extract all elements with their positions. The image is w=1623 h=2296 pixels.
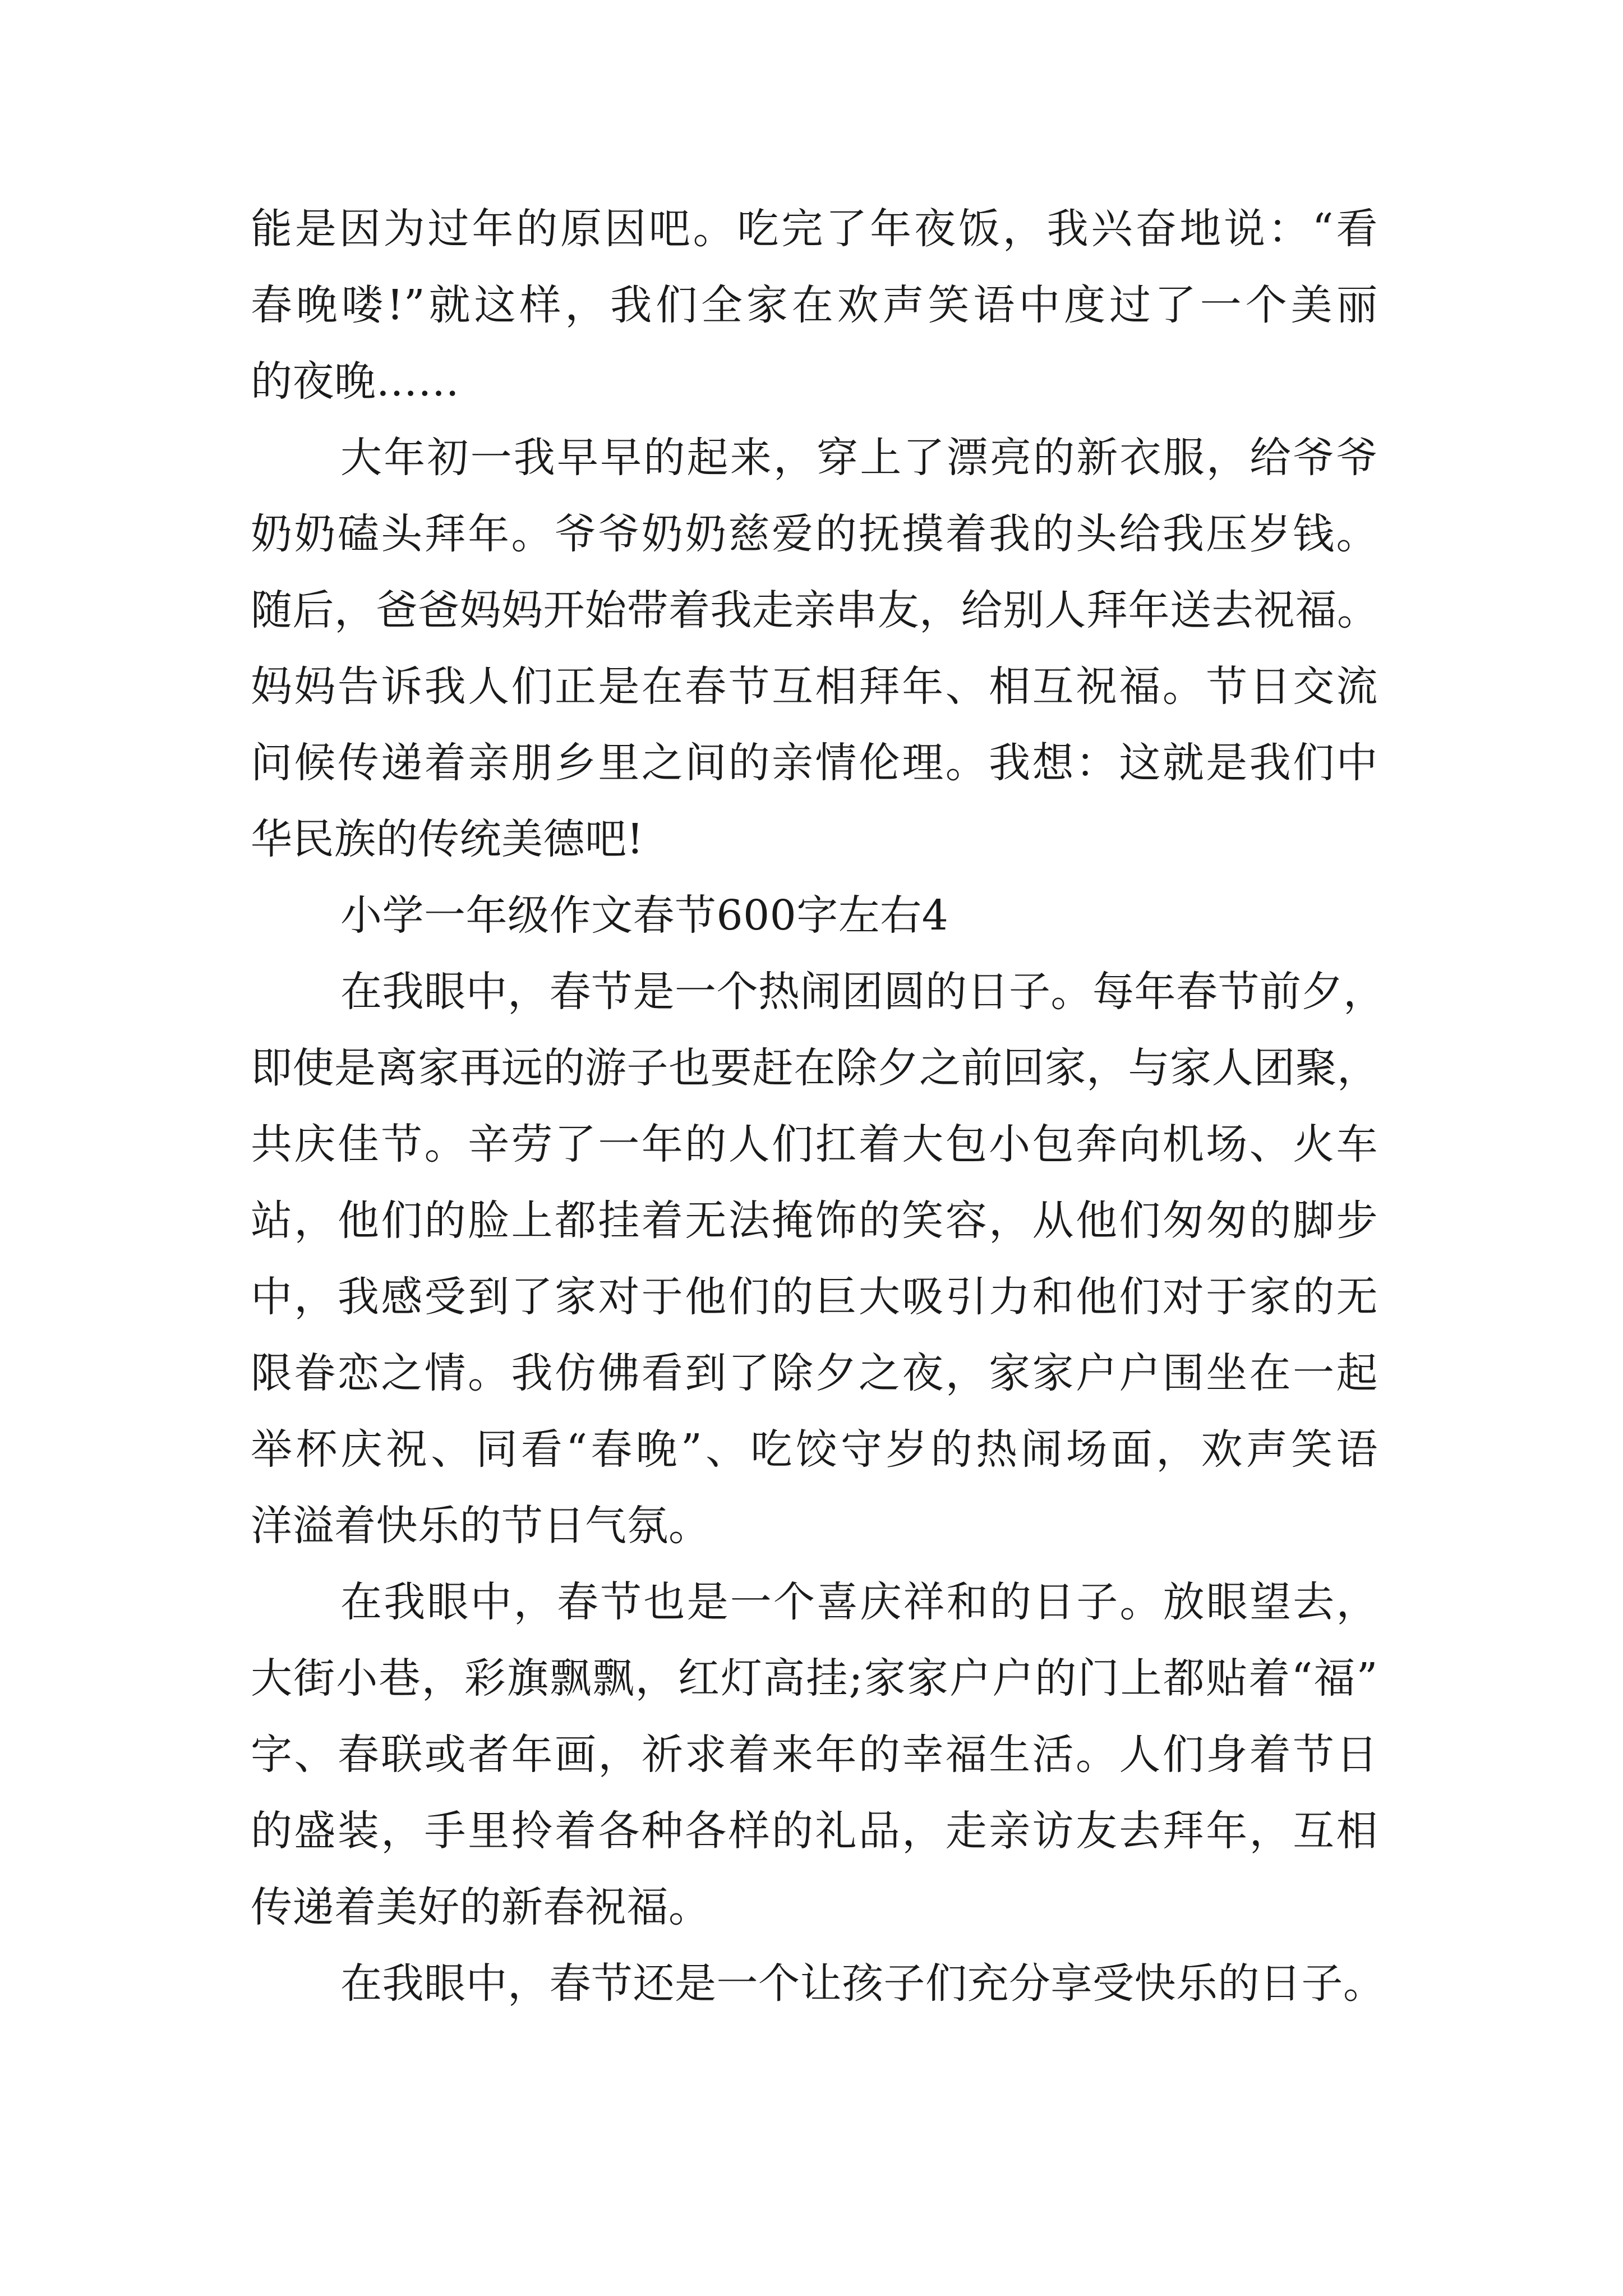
- text-line: 在我眼中，春节也是一个喜庆祥和的日子。放眼望去，: [340, 1578, 1378, 1626]
- text-line: 中，我感受到了家对于他们的巨大吸引力和他们对于家的无: [251, 1273, 1378, 1321]
- text-line: 春晚喽!”就这样，我们全家在欢声笑语中度过了一个美丽: [251, 281, 1378, 329]
- text-line: 共庆佳节。辛劳了一年的人们扛着大包小包奔向机场、火车: [251, 1120, 1378, 1168]
- text-line: 字、春联或者年画，祈求着来年的幸福生活。人们身着节日: [251, 1731, 1378, 1779]
- text-line: 的夜晚……: [251, 357, 460, 406]
- section-heading: 小学一年级作文春节600字左右4: [340, 891, 949, 940]
- text-line: 妈妈告诉我人们正是在春节互相拜年、相互祝福。节日交流: [251, 662, 1378, 711]
- text-line: 在我眼中，春节还是一个让孩子们充分享受快乐的日子。: [340, 1959, 1385, 2008]
- text-line: 传递着美好的新春祝福。: [251, 1883, 711, 1931]
- text-line: 举杯庆祝、同看“春晚”、吃饺守岁的热闹场面，欢声笑语: [251, 1425, 1378, 1474]
- text-line: 洋溢着快乐的节日气氛。: [251, 1502, 711, 1550]
- text-line: 即使是离家再远的游子也要赶在除夕之前回家，与家人团聚，: [251, 1044, 1379, 1092]
- text-line: 在我眼中，春节是一个热闹团圆的日子。每年春节前夕，: [340, 968, 1385, 1016]
- text-line: 的盛装，手里拎着各种各样的礼品，走亲访友去拜年，互相: [251, 1807, 1378, 1855]
- text-line: 站，他们的脸上都挂着无法掩饰的笑容，从他们匆匆的脚步: [251, 1197, 1378, 1245]
- text-line: 大街小巷，彩旗飘飘，红灯高挂;家家户户的门上都贴着“福”: [251, 1654, 1378, 1703]
- text-line: 大年初一我早早的起来，穿上了漂亮的新衣服，给爷爷: [340, 434, 1378, 482]
- text-line: 随后，爸爸妈妈开始带着我走亲串友，给别人拜年送去祝福。: [251, 586, 1379, 634]
- text-line: 奶奶磕头拜年。爷爷奶奶慈爱的抚摸着我的头给我压岁钱。: [251, 510, 1378, 558]
- text-line: 能是因为过年的原因吧。吃完了年夜饭，我兴奋地说：“看: [251, 205, 1378, 253]
- text-line: 限眷恋之情。我仿佛看到了除夕之夜，家家户户围坐在一起: [251, 1349, 1378, 1397]
- text-line: 问候传递着亲朋乡里之间的亲情伦理。我想：这就是我们中: [251, 739, 1378, 787]
- document-body: [251, 191, 1385, 2022]
- text-line: 华民族的传统美德吧!: [251, 815, 644, 863]
